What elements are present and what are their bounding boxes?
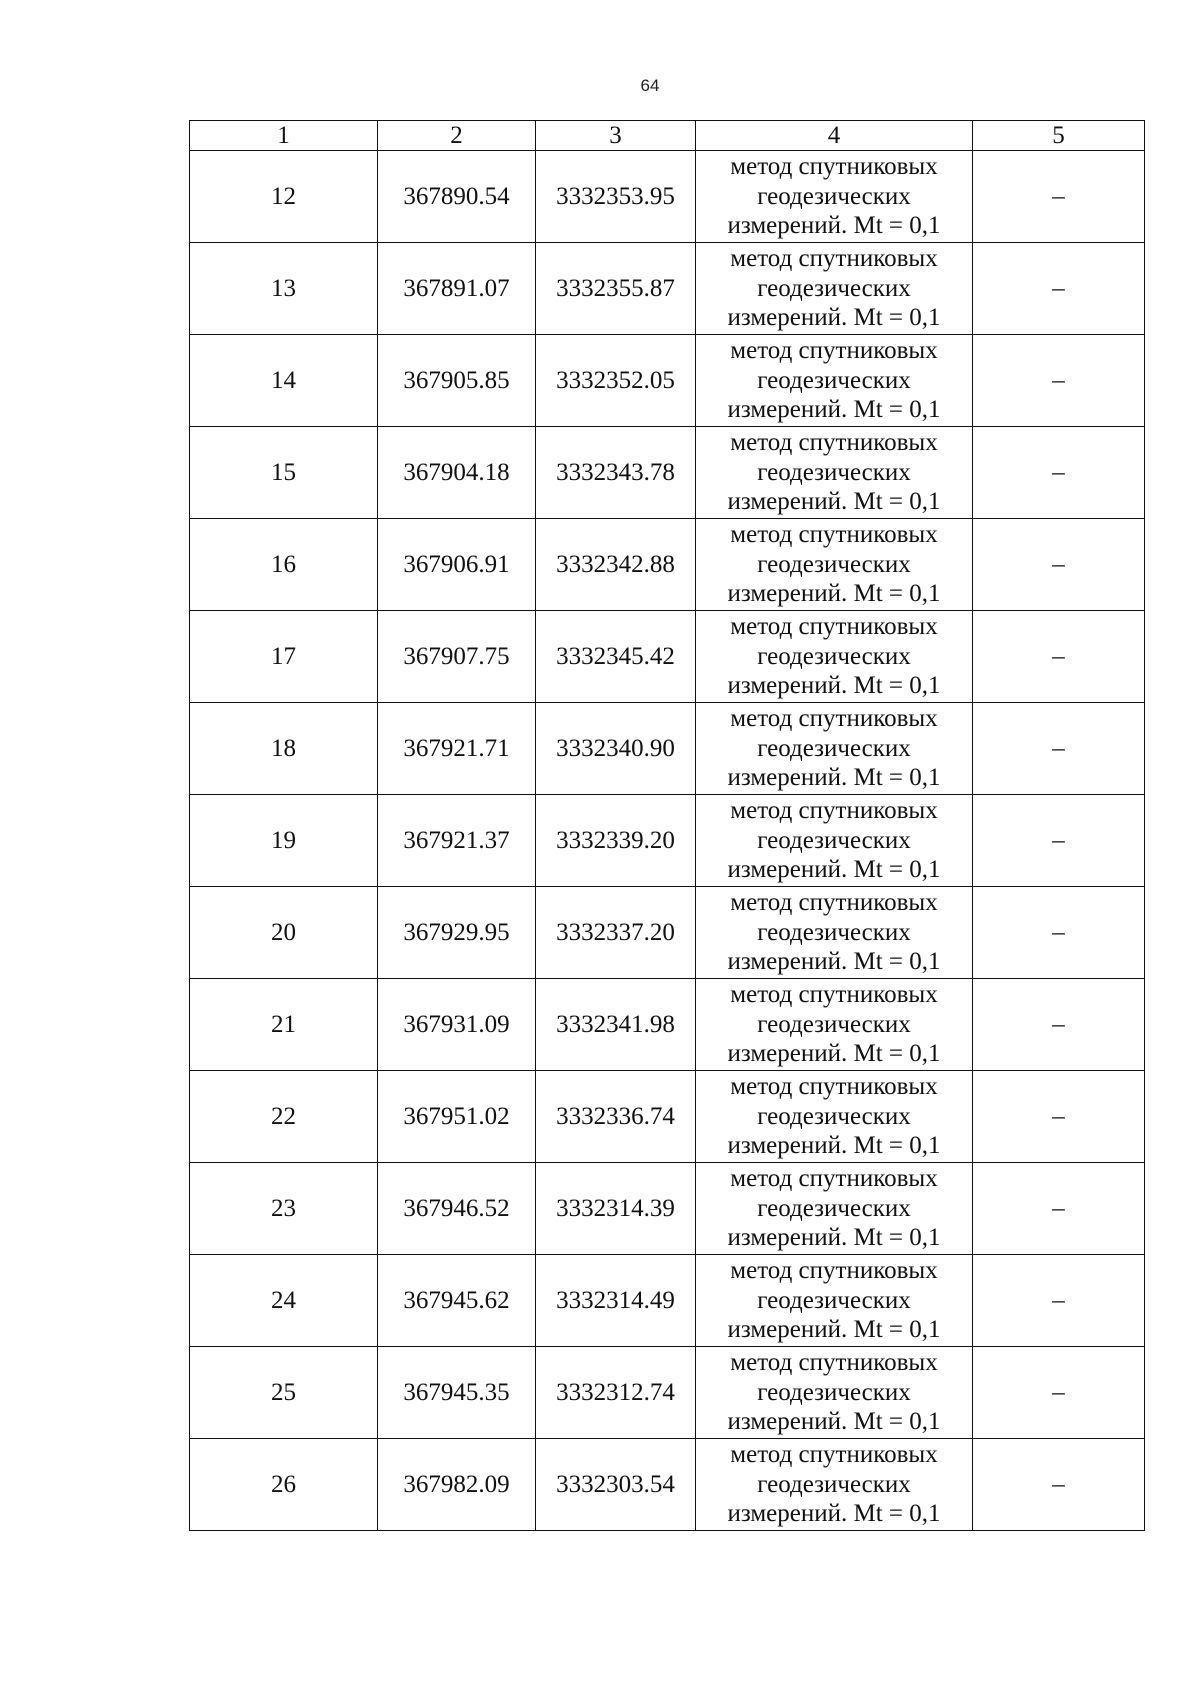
method-text-line: измерений. Mt = 0,1 [727,212,941,240]
table-row [190,427,1145,519]
method-cell [696,1255,973,1347]
x-coordinate-cell: 367945.35 [378,1347,536,1439]
note-cell: – [973,243,1145,335]
method-text-line: геодезических [757,458,911,486]
point-number-cell: 15 [190,427,378,519]
table-row [190,887,1145,979]
y-coordinate-cell: 3332341.98 [536,979,696,1071]
method-text-line: геодезических [757,182,911,210]
column-header-3: 3 [536,121,696,151]
method-text-line: геодезических [757,1010,911,1038]
method-cell [696,243,973,335]
method-text-line: геодезических [757,642,911,670]
method-text-line: измерений. Mt = 0,1 [727,396,941,424]
method-text-line: метод спутниковых [730,1441,938,1469]
y-coordinate-cell: 3332337.20 [536,887,696,979]
method-text-line: измерений. Mt = 0,1 [727,856,941,884]
point-number-cell: 24 [190,1255,378,1347]
note-cell: – [973,1347,1145,1439]
point-number-cell: 20 [190,887,378,979]
note-cell: – [973,611,1145,703]
point-number-cell: 25 [190,1347,378,1439]
table-row [190,795,1145,887]
method-cell [696,1163,973,1255]
note-cell: – [973,1163,1145,1255]
method-text-line: метод спутниковых [730,705,938,733]
x-coordinate-cell: 367907.75 [378,611,536,703]
method-text-line: измерений. Mt = 0,1 [727,1040,941,1068]
table-row [190,1071,1145,1163]
method-cell [696,979,973,1071]
column-header-1: 1 [190,121,378,151]
y-coordinate-cell: 3332339.20 [536,795,696,887]
method-text-line: измерений. Mt = 0,1 [727,304,941,332]
method-cell [696,887,973,979]
y-coordinate-cell: 3332355.87 [536,243,696,335]
note-cell: – [973,427,1145,519]
x-coordinate-cell: 367931.09 [378,979,536,1071]
method-text-line: метод спутниковых [730,521,938,549]
method-text-line: измерений. Mt = 0,1 [727,948,941,976]
method-text-line: геодезических [757,826,911,854]
method-cell [696,427,973,519]
x-coordinate-cell: 367945.62 [378,1255,536,1347]
method-text-line: измерений. Mt = 0,1 [727,1132,941,1160]
method-text-line: геодезических [757,1470,911,1498]
x-coordinate-cell: 367982.09 [378,1439,536,1531]
table-row [190,703,1145,795]
method-text-line: геодезических [757,550,911,578]
point-number-cell: 19 [190,795,378,887]
coordinates-table-container [189,120,1144,1531]
table-row [190,1347,1145,1439]
note-cell: – [973,1255,1145,1347]
method-text-line: геодезических [757,1194,911,1222]
point-number-cell: 12 [190,151,378,243]
table-row [190,1163,1145,1255]
note-cell: – [973,1439,1145,1531]
method-text-line: метод спутниковых [730,245,938,273]
method-cell [696,151,973,243]
x-coordinate-cell: 367906.91 [378,519,536,611]
note-cell: – [973,519,1145,611]
method-text-line: метод спутниковых [730,1165,938,1193]
note-cell: – [973,795,1145,887]
method-text-line: метод спутниковых [730,153,938,181]
method-text-line: метод спутниковых [730,797,938,825]
note-cell: – [973,151,1145,243]
x-coordinate-cell: 367921.71 [378,703,536,795]
table-row [190,979,1145,1071]
point-number-cell: 16 [190,519,378,611]
table-body [190,151,1145,1531]
method-text-line: метод спутниковых [730,889,938,917]
x-coordinate-cell: 367890.54 [378,151,536,243]
method-text-line: измерений. Mt = 0,1 [727,488,941,516]
note-cell: – [973,887,1145,979]
method-text-line: измерений. Mt = 0,1 [727,764,941,792]
y-coordinate-cell: 3332345.42 [536,611,696,703]
method-cell [696,1347,973,1439]
method-text-line: измерений. Mt = 0,1 [727,672,941,700]
method-text-line: геодезических [757,734,911,762]
note-cell: – [973,703,1145,795]
x-coordinate-cell: 367904.18 [378,427,536,519]
x-coordinate-cell: 367946.52 [378,1163,536,1255]
note-cell: – [973,1071,1145,1163]
point-number-cell: 22 [190,1071,378,1163]
y-coordinate-cell: 3332343.78 [536,427,696,519]
table-row [190,335,1145,427]
y-coordinate-cell: 3332352.05 [536,335,696,427]
method-cell [696,611,973,703]
y-coordinate-cell: 3332353.95 [536,151,696,243]
method-text-line: измерений. Mt = 0,1 [727,1500,941,1528]
method-text-line: геодезических [757,366,911,394]
header-row [190,121,1145,151]
point-number-cell: 21 [190,979,378,1071]
x-coordinate-cell: 367929.95 [378,887,536,979]
point-number-cell: 18 [190,703,378,795]
method-text-line: геодезических [757,918,911,946]
point-number-cell: 26 [190,1439,378,1531]
y-coordinate-cell: 3332303.54 [536,1439,696,1531]
method-text-line: измерений. Mt = 0,1 [727,1408,941,1436]
point-number-cell: 17 [190,611,378,703]
x-coordinate-cell: 367891.07 [378,243,536,335]
y-coordinate-cell: 3332340.90 [536,703,696,795]
column-header-5: 5 [973,121,1145,151]
method-cell [696,703,973,795]
method-text-line: измерений. Mt = 0,1 [727,580,941,608]
method-text-line: геодезических [757,1378,911,1406]
method-text-line: метод спутниковых [730,429,938,457]
method-cell [696,795,973,887]
method-text-line: метод спутниковых [730,981,938,1009]
method-cell [696,1071,973,1163]
coordinates-table [189,120,1145,1531]
table-row [190,243,1145,335]
method-text-line: измерений. Mt = 0,1 [727,1224,941,1252]
x-coordinate-cell: 367951.02 [378,1071,536,1163]
table-row [190,1255,1145,1347]
point-number-cell: 13 [190,243,378,335]
table-row [190,611,1145,703]
method-text-line: метод спутниковых [730,1257,938,1285]
method-text-line: метод спутниковых [730,1073,938,1101]
y-coordinate-cell: 3332314.49 [536,1255,696,1347]
x-coordinate-cell: 367905.85 [378,335,536,427]
note-cell: – [973,335,1145,427]
y-coordinate-cell: 3332342.88 [536,519,696,611]
table-row [190,1439,1145,1531]
column-header-4: 4 [696,121,973,151]
table-row [190,151,1145,243]
method-text-line: метод спутниковых [730,613,938,641]
column-header-2: 2 [378,121,536,151]
x-coordinate-cell: 367921.37 [378,795,536,887]
point-number-cell: 14 [190,335,378,427]
method-text-line: геодезических [757,1102,911,1130]
y-coordinate-cell: 3332336.74 [536,1071,696,1163]
method-cell [696,1439,973,1531]
note-cell: – [973,979,1145,1071]
method-cell [696,335,973,427]
method-cell [696,519,973,611]
method-text-line: метод спутниковых [730,337,938,365]
y-coordinate-cell: 3332314.39 [536,1163,696,1255]
y-coordinate-cell: 3332312.74 [536,1347,696,1439]
method-text-line: геодезических [757,274,911,302]
method-text-line: геодезических [757,1286,911,1314]
page-number: 64 [640,76,660,95]
table-header [190,121,1145,151]
table-row [190,519,1145,611]
point-number-cell: 23 [190,1163,378,1255]
method-text-line: метод спутниковых [730,1349,938,1377]
method-text-line: измерений. Mt = 0,1 [727,1316,941,1344]
